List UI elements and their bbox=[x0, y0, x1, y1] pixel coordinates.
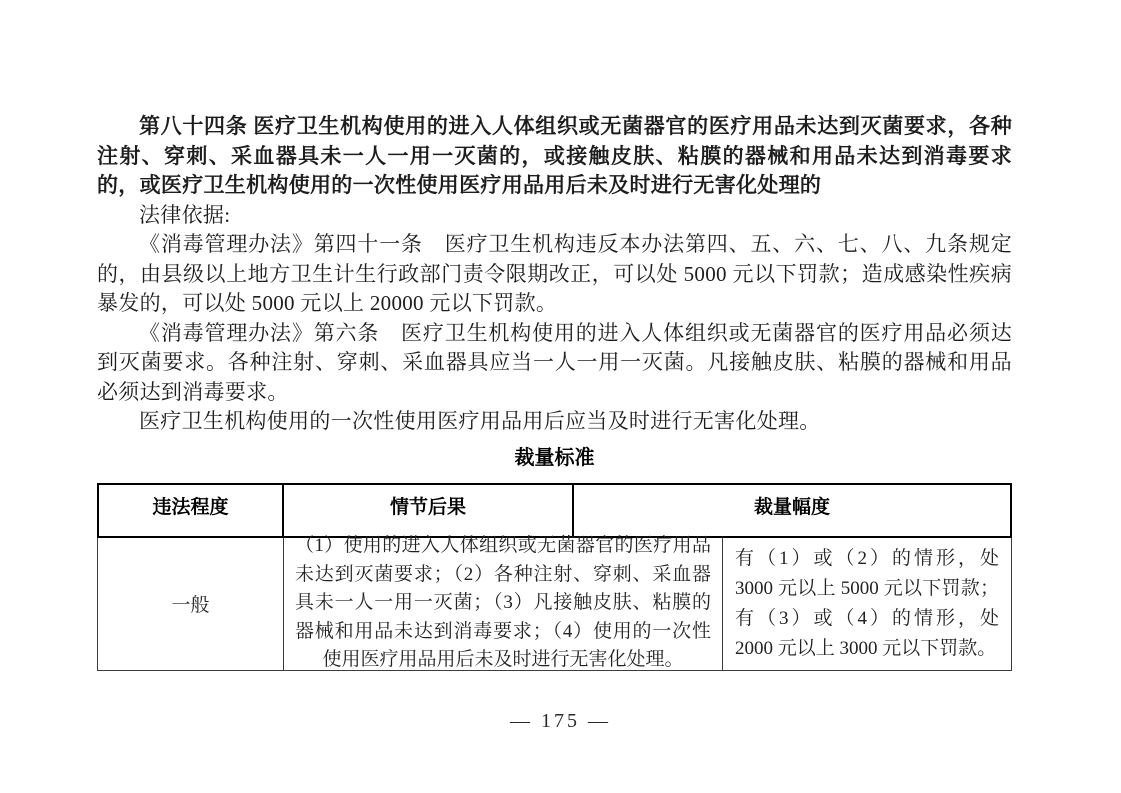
cell-discretion-range bbox=[723, 538, 1011, 670]
paragraph-article-84: 第八十四条 医疗卫生机构使用的进入人体组织或无菌器官的医疗用品未达到灭菌要求，各种注射、穿刺、采血器具未一人一用一灭菌的，或接触皮肤、粘膜的器械和用品未达到消毒要求的，或医疗卫生机构使用的一次性使用医疗用品用后未及时进行无害化处理的 bbox=[97, 114, 1012, 197]
page-number: — 175 — bbox=[510, 710, 611, 732]
cell-circumstances bbox=[284, 535, 723, 671]
table-header-row bbox=[97, 483, 1012, 538]
table-title: 裁量标准 bbox=[514, 446, 595, 469]
table-header-violation-level: 违法程度 bbox=[99, 485, 284, 536]
table-row bbox=[97, 535, 1012, 671]
cell-circumstances-text: （1）使用的进入人体组织或无菌器官的医疗用品未达到灭菌要求；（2）各种注射、穿刺、采血器具未一人一用一灭菌；（3）凡接触皮肤、粘膜的器械和用品未达到消毒要求；（4）使用的一次性使用医疗用品用后未及时进行无害化处理。 bbox=[295, 535, 711, 671]
paragraph-legal-basis-label: 法律依据: bbox=[139, 202, 231, 227]
discretion-standards-table bbox=[97, 483, 1012, 671]
cell-violation-level: 一般 bbox=[98, 538, 284, 670]
cell-discretion-range-text: 有（1）或（2）的情形，处 3000 元以上 5000 元以下罚款；有（3）或（4）的情形，处 2000 元以上 3000 元以下罚款。 bbox=[735, 547, 999, 659]
page-content bbox=[97, 112, 1012, 671]
paragraph-regulation-article-6: 《消毒管理办法》第六条 医疗卫生机构使用的进入人体组织或无菌器官的医疗用品必须达到灭菌要求。各种注射、穿刺、采血器具应当一人一用一灭菌。凡接触皮肤、粘膜的器械和用品必须达到消毒要求。 bbox=[97, 320, 1012, 404]
table-header-circumstances: 情节后果 bbox=[284, 485, 574, 536]
paragraph-regulation-article-41: 《消毒管理办法》第四十一条 医疗卫生机构违反本办法第四、五、六、七、八、九条规定的，由县级以上地方卫生计生行政部门责令限期改正，可以处 5000 元以下罚款；造成感染性疾病暴发的，可以处 5000 元以上 20000 元以下罚款。 bbox=[97, 232, 1012, 315]
table-header-discretion-range: 裁量幅度 bbox=[753, 496, 830, 518]
paragraph-regulation-article-6-continued: 医疗卫生机构使用的一次性使用医疗用品用后应当及时进行无害化处理。 bbox=[139, 409, 821, 433]
